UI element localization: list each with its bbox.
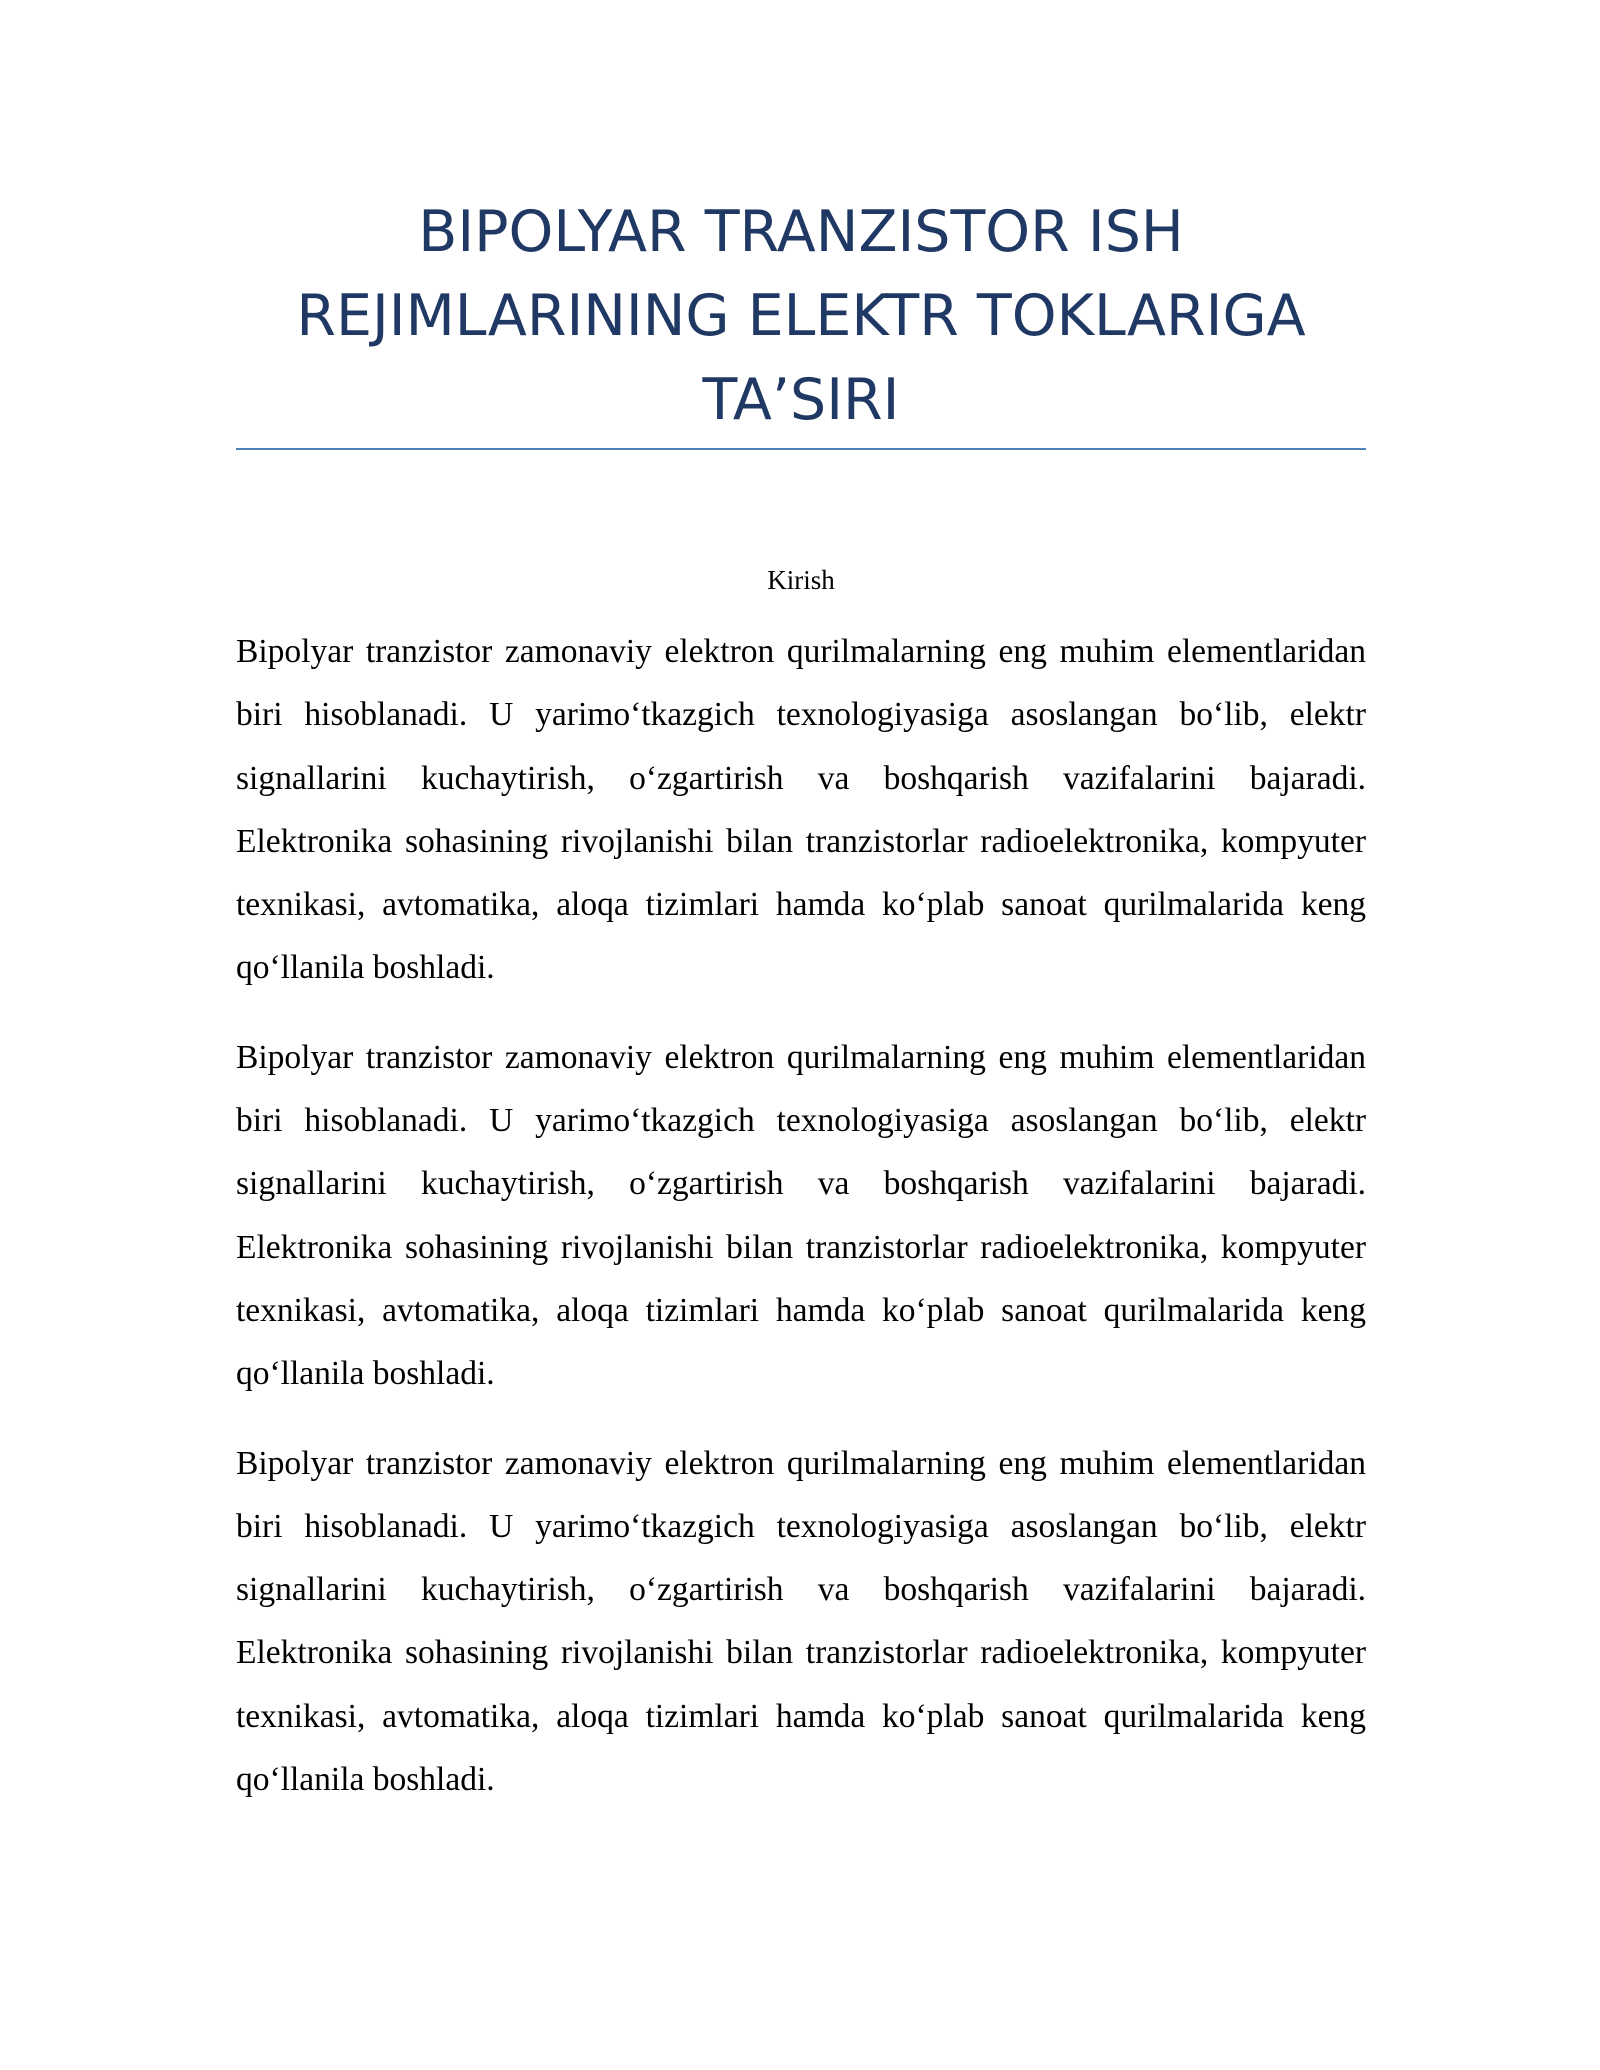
paragraph-1: Bipolyar tranzistor zamonaviy elektron qurilmalarning eng muhim elementlaridan biri hisoblanadi. U yarimo‘tkazgich texnologiyasiga asoslangan bo‘lib, elektr signallarini kuchaytirish, o‘zgartirish va boshqarish vazifalarini bajaradi. Elektronika sohasining rivojlanishi bilan tranzistorlar radioelektronika, kompyuter texnikasi, avtomatika, aloqa tizimlari hamda ko‘plab sanoat qurilmalarida keng qo‘llanila boshladi. [236,633,1366,987]
body-text [236,620,1366,1837]
title-block [236,190,1366,442]
document-title: BIPOLYAR TRANZISTOR ISH REJIMLARINING ELEKTR TOKLARIGA TA’SIRI [296,199,1306,433]
title-underline-divider [236,448,1366,450]
section-heading: Kirish [767,565,835,595]
paragraph-2: Bipolyar tranzistor zamonaviy elektron qurilmalarning eng muhim elementlaridan biri hisoblanadi. U yarimo‘tkazgich texnologiyasiga asoslangan bo‘lib, elektr signallarini kuchaytirish, o‘zgartirish va boshqarish vazifalarini bajaradi. Elektronika sohasining rivojlanishi bilan tranzistorlar radioelektronika, kompyuter texnikasi, avtomatika, aloqa tizimlari hamda ko‘plab sanoat qurilmalarida keng qo‘llanila boshladi. [236,1038,1366,1393]
paragraph-3: Bipolyar tranzistor zamonaviy elektron qurilmalarning eng muhim elementlaridan biri hisoblanadi. U yarimo‘tkazgich texnologiyasiga asoslangan bo‘lib, elektr signallarini kuchaytirish, o‘zgartirish va boshqarish vazifalarini bajaradi. Elektronika sohasining rivojlanishi bilan tranzistorlar radioelektronika, kompyuter texnikasi, avtomatika, aloqa tizimlari hamda ko‘plab sanoat qurilmalarida keng qo‘llanila boshladi. [236,1444,1366,1799]
